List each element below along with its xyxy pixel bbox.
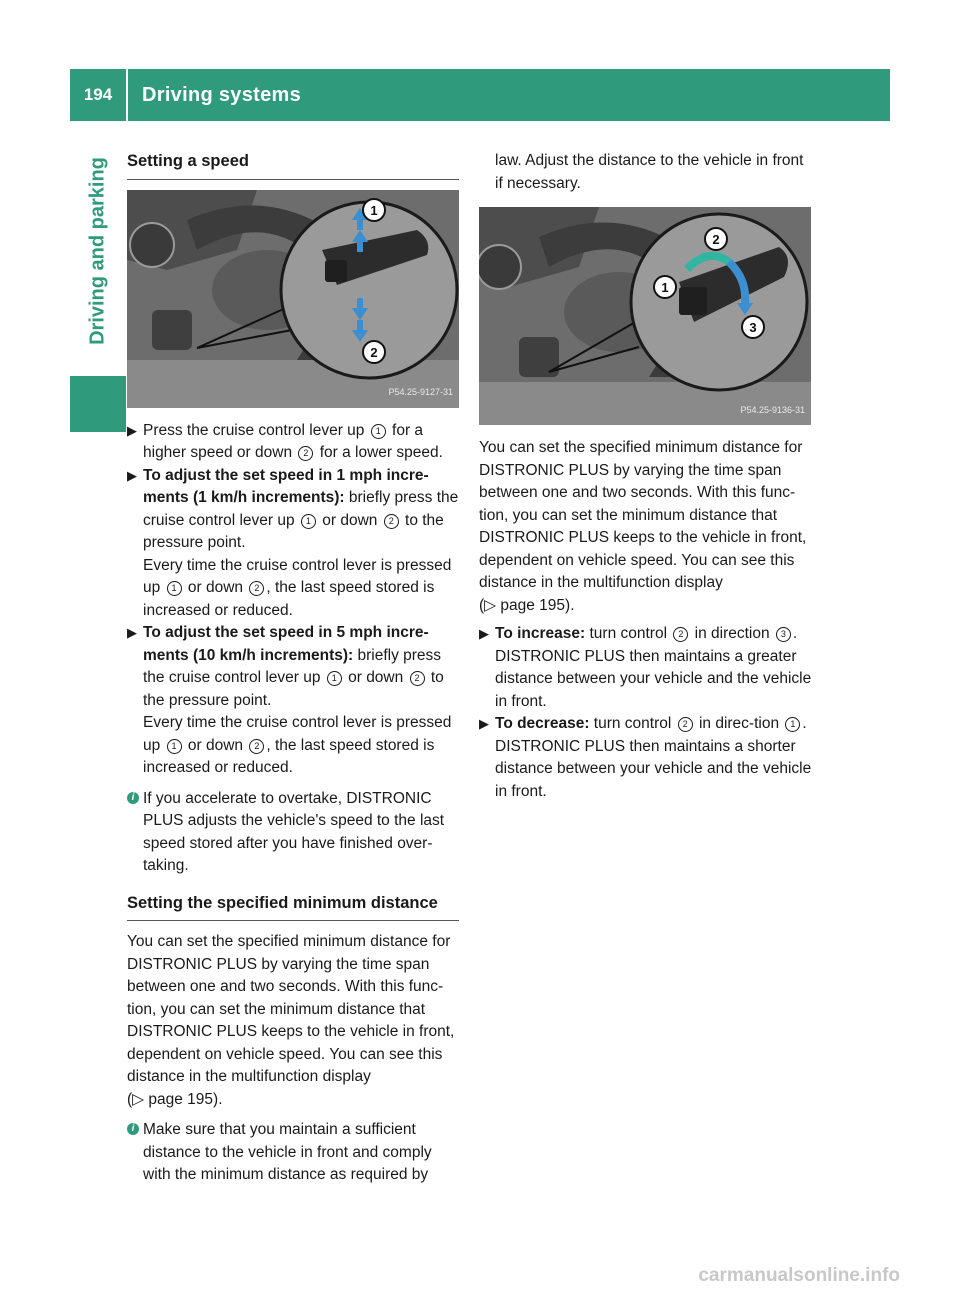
callout-ref: 1 xyxy=(167,581,182,596)
callout-ref: 1 xyxy=(327,671,342,686)
step-arrow-icon: ▶ xyxy=(479,716,489,731)
callout-ref: 3 xyxy=(776,627,791,642)
step-arrow-icon: ▶ xyxy=(127,467,137,483)
callout-ref: 1 xyxy=(371,424,386,439)
watermark: carmanualsonline.info xyxy=(698,1265,900,1286)
callout-ref: 2 xyxy=(384,514,399,529)
cruise-lever-illustration xyxy=(127,190,459,408)
callout-2: 2 xyxy=(370,344,378,360)
callout-ref: 1 xyxy=(167,739,182,754)
section-heading-min-distance: Setting the specified minimum distance xyxy=(127,892,459,922)
section-heading-setting-speed: Setting a speed xyxy=(127,150,459,180)
callout-ref: 2 xyxy=(249,739,264,754)
left-column xyxy=(127,150,459,1187)
callout-3: 3 xyxy=(749,320,757,335)
callout-ref: 2 xyxy=(678,717,693,732)
chapter-title: Driving systems xyxy=(142,83,302,106)
figure-cruise-lever xyxy=(127,190,459,408)
instruction-step: ▶ To increase: turn control 2 in direction 3 . DISTRONIC PLUS then maintains a greater distance between your vehicle and the vehicle in front. xyxy=(479,625,812,710)
body-paragraph: You can set the specified minimum distance for DISTRONIC PLUS by varying the time span between one and two seconds. With this func-tion, you can set the minimum distance that DISTRONIC PLUS keeps to the vehicle in front, dependent on vehicle speed. You can see this distance in the multifunction display (▷ page 195). xyxy=(479,439,807,614)
info-icon: i xyxy=(127,792,139,804)
info-note: i If you accelerate to overtake, DISTRONIC PLUS adjusts the vehicle's speed to the last speed stored after you have finished over-taking. xyxy=(127,788,459,878)
header-divider xyxy=(126,69,128,121)
step-arrow-icon: ▶ xyxy=(479,626,489,641)
callout-2: 2 xyxy=(712,232,720,247)
callout-ref: 2 xyxy=(410,671,425,686)
figure-code: P54.25-9136-31 xyxy=(740,404,805,415)
body-paragraph: You can set the specified minimum distance for DISTRONIC PLUS by varying the time span between one and two seconds. With this func-tion, you can set the minimum distance that DISTRONIC PLUS keeps to the vehicle in front, dependent on vehicle speed. You can see this distance in the multifunction display (▷ page 195). xyxy=(127,933,455,1108)
instruction-step: ▶ To adjust the set speed in 5 mph incre-ments (10 km/h increments): briefly press the cruise control lever up 1 or down 2 to the pressure point. Every time the cruise control lever is pressed up 1 or down 2 , the last speed stored is increased or reduced. xyxy=(127,624,452,776)
side-tab-marker xyxy=(70,376,126,432)
distance-control-illustration xyxy=(479,207,811,425)
callout-ref: 2 xyxy=(298,446,313,461)
side-tab xyxy=(70,121,126,381)
callout-ref: 2 xyxy=(673,627,688,642)
callout-ref: 1 xyxy=(785,717,800,732)
step-arrow-icon: ▶ xyxy=(127,625,137,640)
page-header xyxy=(70,69,890,121)
page-number: 194 xyxy=(83,85,113,104)
side-tab-label: Driving and parking xyxy=(86,157,109,345)
step-arrow-icon: ▶ xyxy=(127,422,137,438)
page-reference[interactable]: (▷ page 195). xyxy=(127,1090,223,1108)
right-column xyxy=(479,150,812,803)
instruction-step: ▶ To adjust the set speed in 1 mph incre-ments (1 km/h increments): briefly press the cruise control lever up 1 or down 2 to the pressure point. Every time the cruise control lever is pressed up 1 or down 2 , the last speed stored is increased or reduced. xyxy=(127,466,459,619)
callout-1: 1 xyxy=(370,202,378,218)
callout-ref: 2 xyxy=(249,581,264,596)
callout-ref: 1 xyxy=(301,514,316,529)
instruction-step: ▶ Press the cruise control lever up 1 for a higher speed or down 2 for a lower speed. xyxy=(127,421,443,461)
instruction-step: ▶ To decrease: turn control 2 in direc-tion 1 . DISTRONIC PLUS then maintains a shorter distance between your vehicle and the vehicle in front. xyxy=(479,715,812,800)
callout-1: 1 xyxy=(661,280,669,295)
figure-distance-control xyxy=(479,207,811,425)
info-note: i Make sure that you maintain a sufficient distance to the vehicle in front and comply with the minimum distance as required by xyxy=(127,1119,459,1187)
figure-code: P54.25-9127-31 xyxy=(388,387,453,397)
info-icon: i xyxy=(127,1123,139,1135)
note-continuation: law. Adjust the distance to the vehicle in front if necessary. xyxy=(495,152,804,192)
page-reference[interactable]: (▷ page 195). xyxy=(479,596,575,614)
